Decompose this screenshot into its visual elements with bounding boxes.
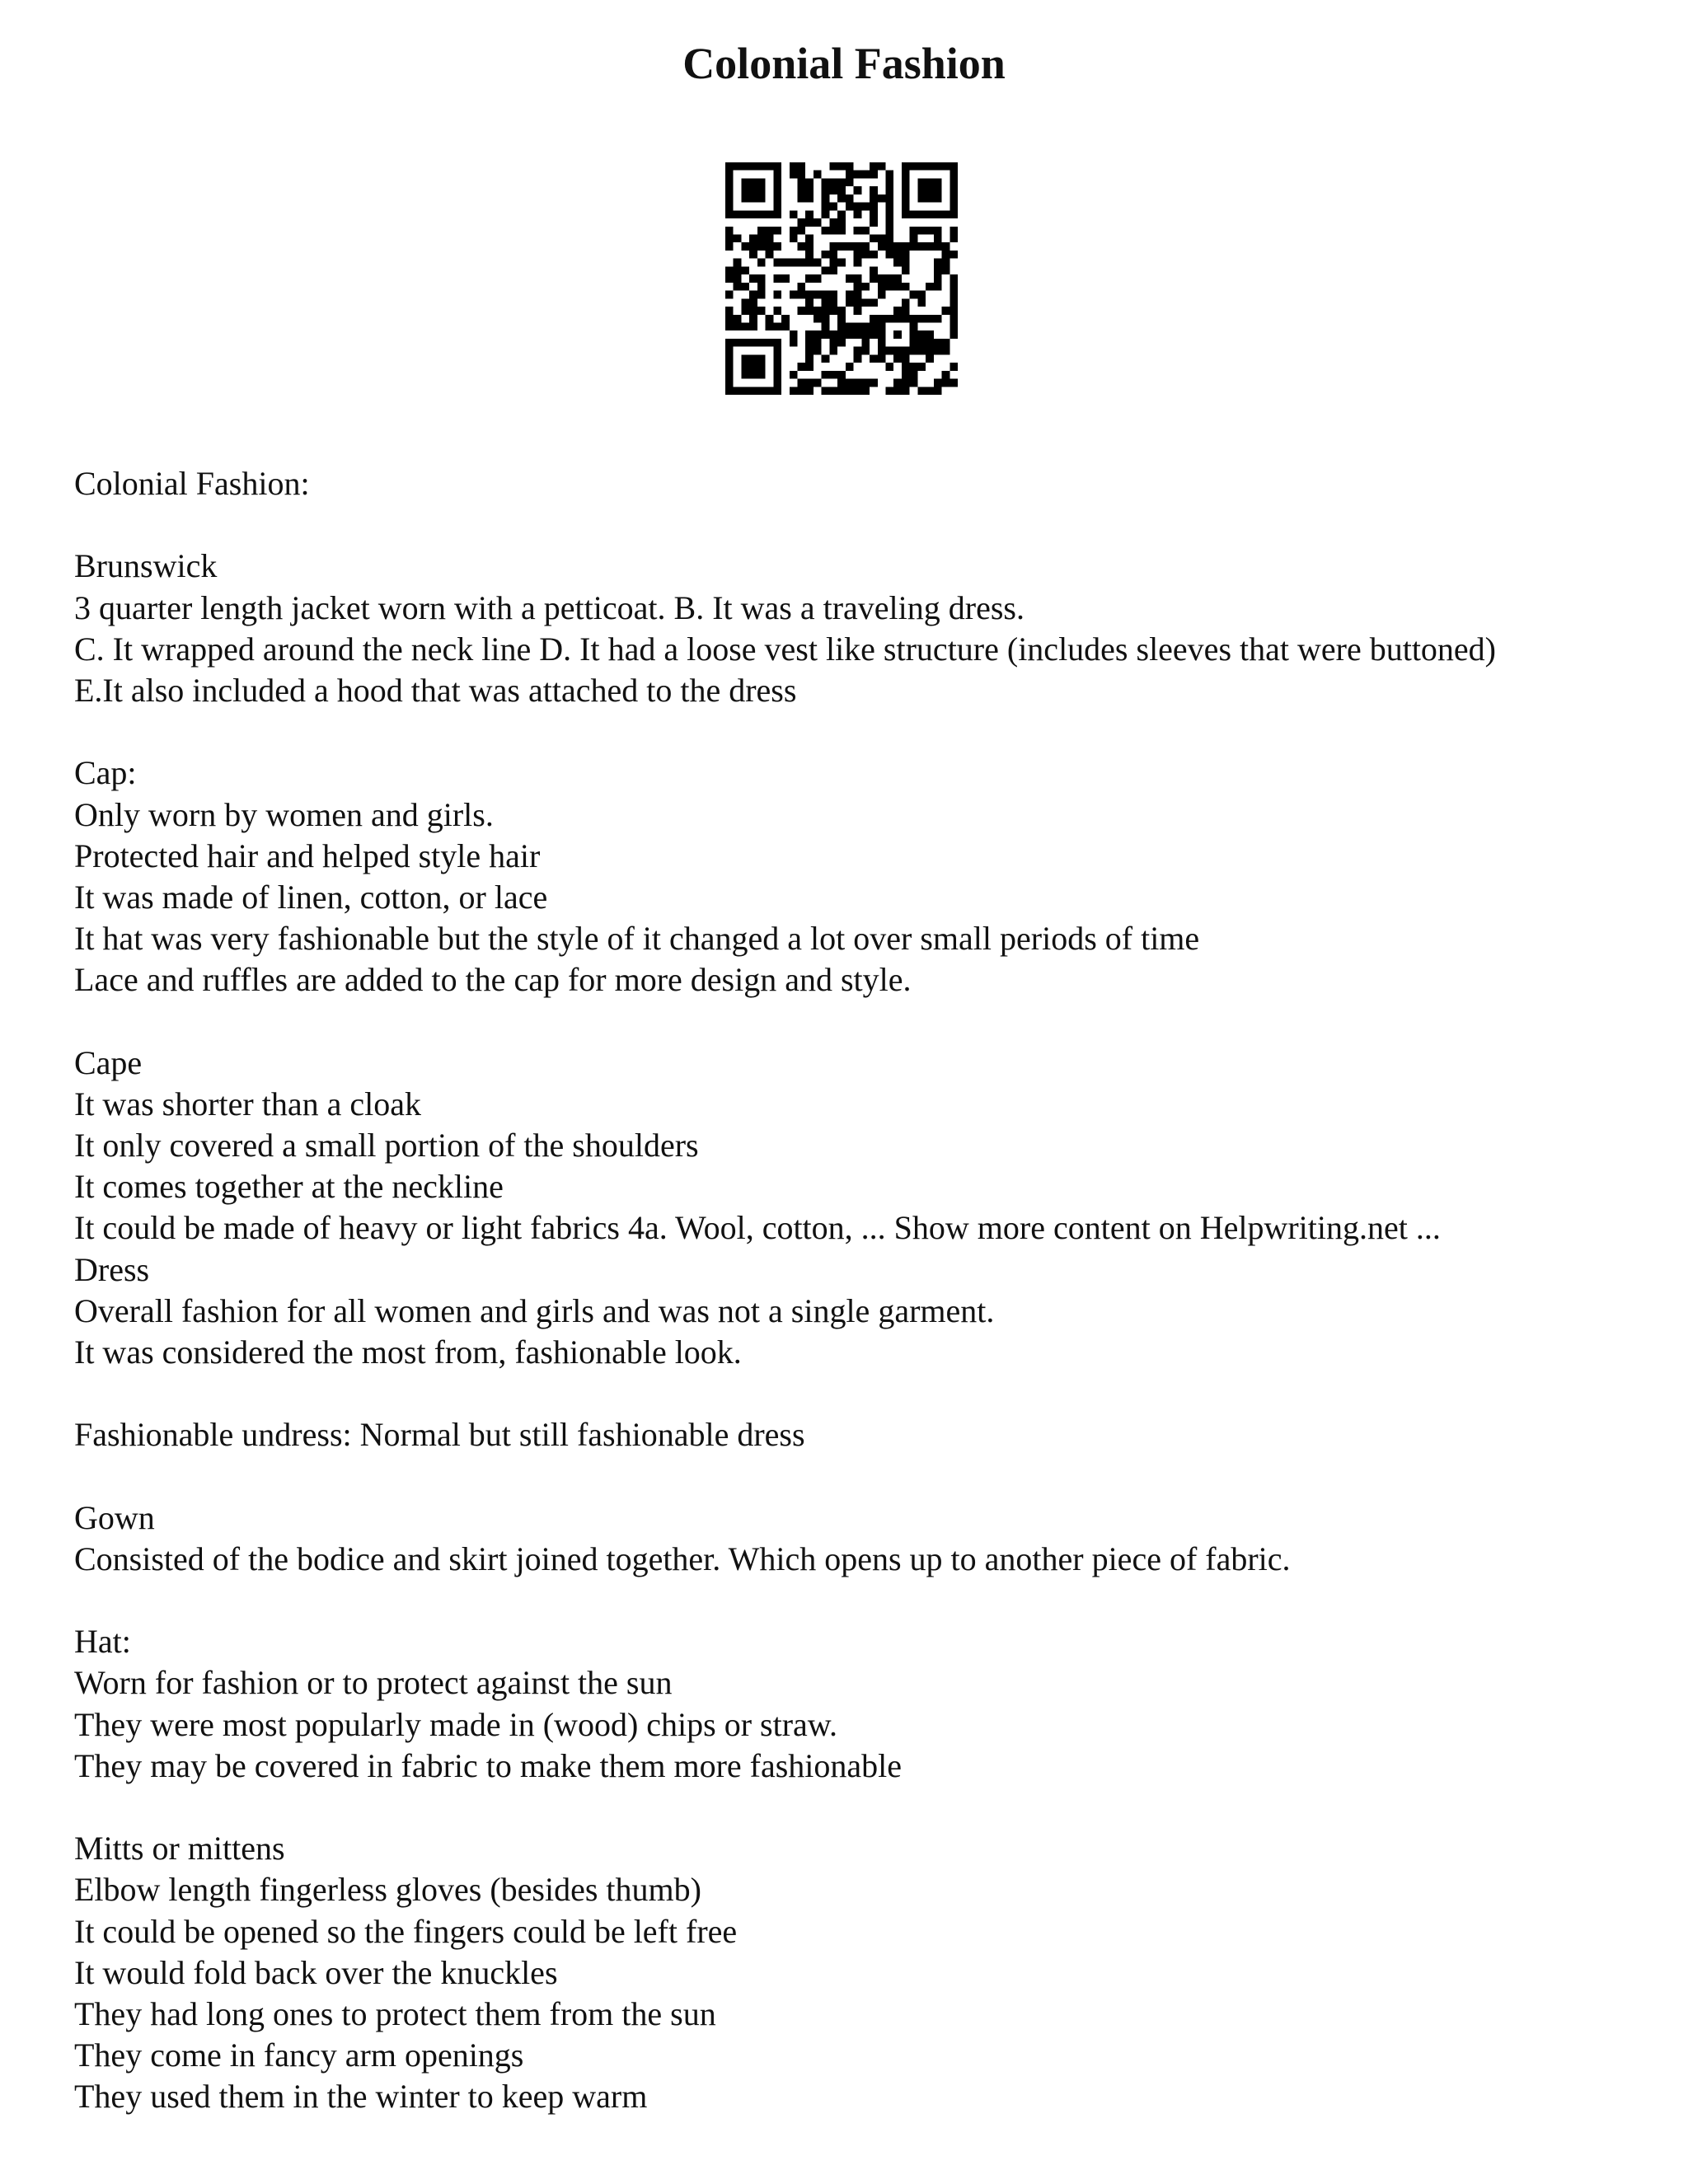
text-line: Brunswick — [74, 547, 218, 585]
text-line: It was made of linen, cotton, or lace — [74, 878, 548, 916]
text-line: They were most popularly made in (wood) chips or straw. — [74, 1705, 838, 1743]
page-title: Colonial Fashion — [682, 39, 1006, 88]
text-block — [74, 1043, 1640, 1374]
text-line: Hat: — [74, 1623, 131, 1661]
text-line: It comes together at the neckline — [74, 1168, 504, 1206]
document-body — [74, 463, 1640, 2118]
text-line: It was considered the most from, fashionable look. — [74, 1333, 742, 1371]
text-line: It was shorter than a cloak — [74, 1085, 421, 1122]
paragraph-spacer — [74, 1001, 1640, 1042]
paragraph-spacer — [74, 1373, 1640, 1414]
text-line: Mitts or mittens — [74, 1830, 285, 1868]
text-line: Only worn by women and girls. — [74, 795, 494, 833]
text-line: Gown — [74, 1498, 155, 1536]
text-line: Dress — [74, 1250, 150, 1288]
text-line: They may be covered in fabric to make them more fashionable — [74, 1746, 903, 1784]
text-line: It would fold back over the knuckles — [74, 1953, 558, 1991]
text-line: Cap: — [74, 754, 137, 792]
text-block — [74, 546, 1640, 711]
text-line: It could be opened so the fingers could be left free — [74, 1912, 738, 1950]
paragraph-spacer — [74, 1580, 1640, 1621]
text-line: Fashionable undress: Normal but still fashionable dress — [74, 1416, 805, 1454]
paragraph-spacer — [74, 711, 1640, 752]
paragraph-spacer — [74, 504, 1640, 546]
text-line: Elbow length fingerless gloves (besides thumb) — [74, 1871, 701, 1909]
text-line: Consisted of the bodice and skirt joined together. Which opens up to another piece of fabric. — [74, 1540, 1291, 1577]
text-line: Overall fashion for all women and girls and was not a single garment. — [74, 1291, 995, 1329]
text-line: Protected hair and helped style hair — [74, 837, 541, 874]
text-line: It hat was very fashionable but the style of it changed a lot over small periods of time — [74, 920, 1200, 958]
text-line: C. It wrapped around the neck line D. It had a loose vest like structure (includes sleeves that were buttoned) — [74, 630, 1496, 668]
text-block — [74, 752, 1640, 1001]
text-block — [74, 1497, 1640, 1580]
text-block — [74, 463, 1640, 504]
text-line: Colonial Fashion: — [74, 465, 310, 502]
text-block — [74, 1621, 1640, 1787]
paragraph-spacer — [74, 1787, 1640, 1828]
text-line: It only covered a small portion of the shoulders — [74, 1127, 699, 1164]
text-line: Cape — [74, 1043, 143, 1081]
text-line: 3 quarter length jacket worn with a petticoat. B. It was a traveling dress. — [74, 588, 1025, 626]
paragraph-spacer — [74, 1456, 1640, 1497]
text-line: They had long ones to protect them from the sun — [74, 1994, 716, 2032]
text-block — [74, 1414, 1640, 1455]
text-line: It could be made of heavy or light fabrics 4a. Wool, cotton, ... Show more content on Helpwriting.net ... — [74, 1209, 1441, 1247]
qr-code — [725, 162, 958, 395]
text-line: Worn for fashion or to protect against the sun — [74, 1664, 673, 1702]
text-block — [74, 1828, 1640, 2117]
text-line: E.It also included a hood that was attached to the dress — [74, 671, 797, 709]
text-line: They used them in the winter to keep warm — [74, 2078, 648, 2116]
text-line: Lace and ruffles are added to the cap for more design and style. — [74, 961, 912, 999]
text-line: They come in fancy arm openings — [74, 2036, 524, 2074]
qr-code-graphic — [725, 162, 958, 395]
